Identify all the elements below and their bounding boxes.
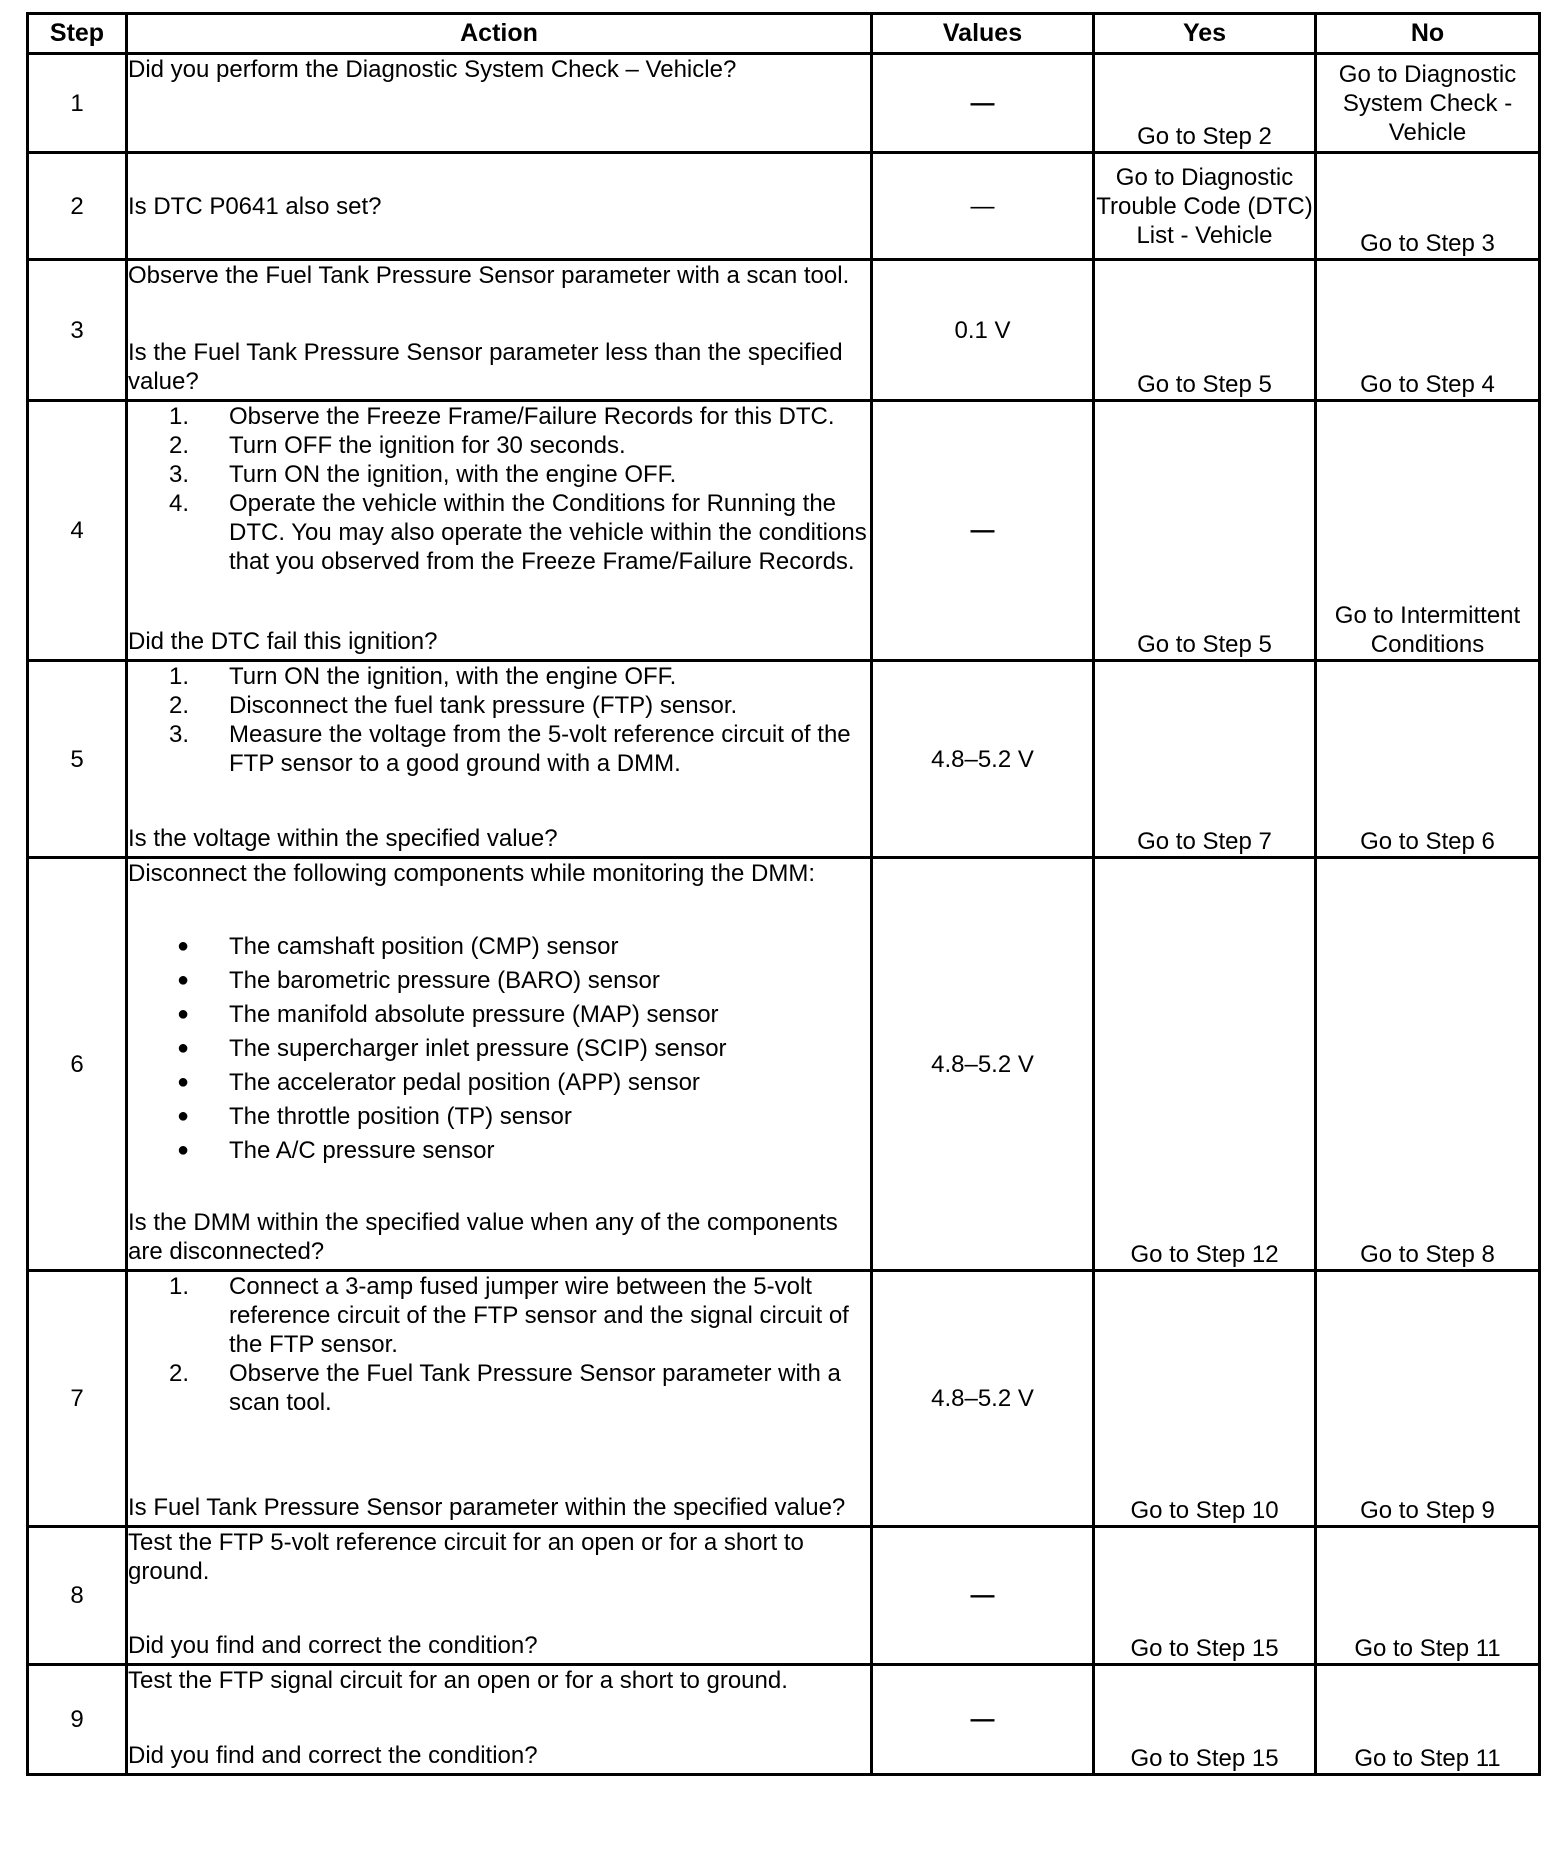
table-row: [28, 661, 1540, 858]
list-item: [128, 691, 870, 720]
bullet-icon: ●: [177, 1070, 190, 1093]
value-cell: —: [872, 153, 1094, 260]
value-cell: —: [872, 1665, 1094, 1775]
action-text: Is DTC P0641 also set?: [128, 192, 382, 220]
action-cell: [127, 54, 872, 153]
action-question: Did the DTC fail this ignition?: [128, 628, 438, 655]
yes-cell: Go to Step 5: [1094, 260, 1316, 401]
value-cell: 4.8–5.2 V: [872, 858, 1094, 1271]
list-number: 2.: [169, 432, 190, 459]
table-row: [28, 153, 1540, 260]
list-number: 3.: [169, 721, 190, 748]
list-item: [128, 1099, 870, 1133]
list-item: [128, 1031, 870, 1065]
action-cell: [127, 858, 872, 1271]
yes-cell: Go to Step 12: [1094, 858, 1316, 1271]
bullet-icon: ●: [177, 1104, 190, 1127]
action-cell: [127, 661, 872, 858]
yes-cell: Go to Step 2: [1094, 54, 1316, 153]
list-text: Turn ON the ignition, with the engine OFF.: [229, 663, 677, 690]
step-number: 8: [28, 1527, 127, 1665]
list-number: 1.: [169, 1273, 190, 1300]
list-item: [128, 1133, 870, 1167]
step-number: 4: [28, 401, 127, 661]
action-text: Test the FTP signal circuit for an open or for a short to ground.: [128, 1667, 788, 1694]
list-item: [128, 1065, 870, 1099]
value-cell: —: [872, 401, 1094, 661]
list-text: Observe the Freeze Frame/Failure Records for this DTC.: [229, 403, 835, 430]
list-item: [128, 489, 870, 576]
bullet-list: [128, 929, 870, 1167]
action-text: Did you perform the Diagnostic System Check – Vehicle?: [128, 56, 737, 83]
numbered-list: [128, 402, 870, 576]
list-text: Operate the vehicle within the Conditions for Running the DTC. You may also operate the vehicle within the conditions that you observed from the Freeze Frame/Failure Records.: [229, 490, 867, 575]
list-item: [128, 1359, 870, 1417]
step-number: 5: [28, 661, 127, 858]
list-text: The supercharger inlet pressure (SCIP) sensor: [229, 1034, 727, 1062]
list-text: The A/C pressure sensor: [229, 1136, 495, 1164]
yes-cell: Go to Step 15: [1094, 1665, 1316, 1775]
list-number: 4.: [169, 490, 190, 517]
table-row: [28, 260, 1540, 401]
bullet-icon: ●: [177, 1002, 190, 1025]
step-number: 6: [28, 858, 127, 1271]
list-text: The camshaft position (CMP) sensor: [229, 932, 619, 960]
list-text: Measure the voltage from the 5-volt reference circuit of the FTP sensor to a good ground with a DMM.: [229, 721, 851, 777]
list-item: [128, 720, 870, 778]
no-cell: Go to Intermittent Conditions: [1316, 401, 1540, 661]
no-cell: Go to Step 11: [1316, 1665, 1540, 1775]
bullet-icon: ●: [177, 934, 190, 957]
value-cell: —: [872, 54, 1094, 153]
table-row: [28, 401, 1540, 661]
no-cell: Go to Step 6: [1316, 661, 1540, 858]
no-cell: Go to Step 3: [1316, 153, 1540, 260]
table-row: [28, 1665, 1540, 1775]
action-question: Is Fuel Tank Pressure Sensor parameter within the specified value?: [128, 1494, 846, 1521]
list-text: Turn ON the ignition, with the engine OFF.: [229, 461, 677, 488]
list-number: 1.: [169, 663, 190, 690]
step-number: 3: [28, 260, 127, 401]
action-question: Did you find and correct the condition?: [128, 1632, 538, 1659]
list-text: Observe the Fuel Tank Pressure Sensor parameter with a scan tool.: [229, 1360, 841, 1416]
list-item: [128, 1272, 870, 1359]
value-cell: —: [872, 1527, 1094, 1665]
no-cell: Go to Step 11: [1316, 1527, 1540, 1665]
action-cell: [127, 401, 872, 661]
numbered-list: [128, 1272, 870, 1417]
list-item: [128, 963, 870, 997]
bullet-icon: ●: [177, 1138, 190, 1161]
step-number: 7: [28, 1271, 127, 1527]
no-cell: Go to Diagnostic System Check - Vehicle: [1316, 54, 1540, 153]
header-action: Action: [127, 14, 872, 54]
yes-cell: Go to Step 10: [1094, 1271, 1316, 1527]
no-cell: Go to Step 9: [1316, 1271, 1540, 1527]
list-text: The barometric pressure (BARO) sensor: [229, 966, 660, 994]
list-text: Disconnect the fuel tank pressure (FTP) sensor.: [229, 692, 738, 719]
header-no: No: [1316, 14, 1540, 54]
list-number: 3.: [169, 461, 190, 488]
list-number: 1.: [169, 403, 190, 430]
step-number: 1: [28, 54, 127, 153]
table-row: [28, 1271, 1540, 1527]
action-cell: [127, 1665, 872, 1775]
action-text: Test the FTP 5-volt reference circuit for an open or for a short to ground.: [128, 1529, 804, 1585]
diagnostic-table: [26, 12, 1541, 1776]
header-step: Step: [28, 14, 127, 54]
yes-cell: Go to Step 5: [1094, 401, 1316, 661]
action-text: Disconnect the following components while monitoring the DMM:: [128, 860, 815, 887]
action-cell: [127, 1271, 872, 1527]
list-text: The throttle position (TP) sensor: [229, 1102, 572, 1130]
value-cell: 0.1 V: [872, 260, 1094, 401]
bullet-icon: ●: [177, 968, 190, 991]
numbered-list: [128, 662, 870, 778]
header-values: Values: [872, 14, 1094, 54]
table-row: [28, 54, 1540, 153]
value-cell: 4.8–5.2 V: [872, 661, 1094, 858]
list-text: The manifold absolute pressure (MAP) sensor: [229, 1000, 719, 1028]
list-item: [128, 929, 870, 963]
list-item: [128, 662, 870, 691]
no-cell: Go to Step 8: [1316, 858, 1540, 1271]
list-text: Turn OFF the ignition for 30 seconds.: [229, 432, 626, 459]
action-question: Is the Fuel Tank Pressure Sensor parameter less than the specified value?: [128, 339, 843, 395]
list-item: [128, 997, 870, 1031]
no-cell: Go to Step 4: [1316, 260, 1540, 401]
list-item: [128, 460, 870, 489]
action-cell: [127, 260, 872, 401]
action-question: Did you find and correct the condition?: [128, 1742, 538, 1769]
yes-cell: Go to Step 15: [1094, 1527, 1316, 1665]
action-question: Is the voltage within the specified value?: [128, 825, 558, 852]
step-number: 9: [28, 1665, 127, 1775]
header-row: [28, 14, 1540, 54]
header-yes: Yes: [1094, 14, 1316, 54]
list-number: 2.: [169, 692, 190, 719]
action-text: Observe the Fuel Tank Pressure Sensor parameter with a scan tool.: [128, 262, 850, 289]
list-item: [128, 402, 870, 431]
action-cell: [127, 1527, 872, 1665]
table-row: [28, 858, 1540, 1271]
action-cell: [127, 153, 872, 260]
table-row: [28, 1527, 1540, 1665]
list-text: The accelerator pedal position (APP) sensor: [229, 1068, 700, 1096]
list-number: 2.: [169, 1360, 190, 1387]
step-number: 2: [28, 153, 127, 260]
list-text: Connect a 3-amp fused jumper wire between the 5-volt reference circuit of the FTP sensor and the signal circuit of the FTP sensor.: [229, 1273, 849, 1358]
list-item: [128, 431, 870, 460]
value-cell: 4.8–5.2 V: [872, 1271, 1094, 1527]
action-question: Is the DMM within the specified value when any of the components are disconnected?: [128, 1209, 838, 1265]
yes-cell: Go to Step 7: [1094, 661, 1316, 858]
yes-cell: Go to Diagnostic Trouble Code (DTC) List - Vehicle: [1094, 153, 1316, 260]
bullet-icon: ●: [177, 1036, 190, 1059]
